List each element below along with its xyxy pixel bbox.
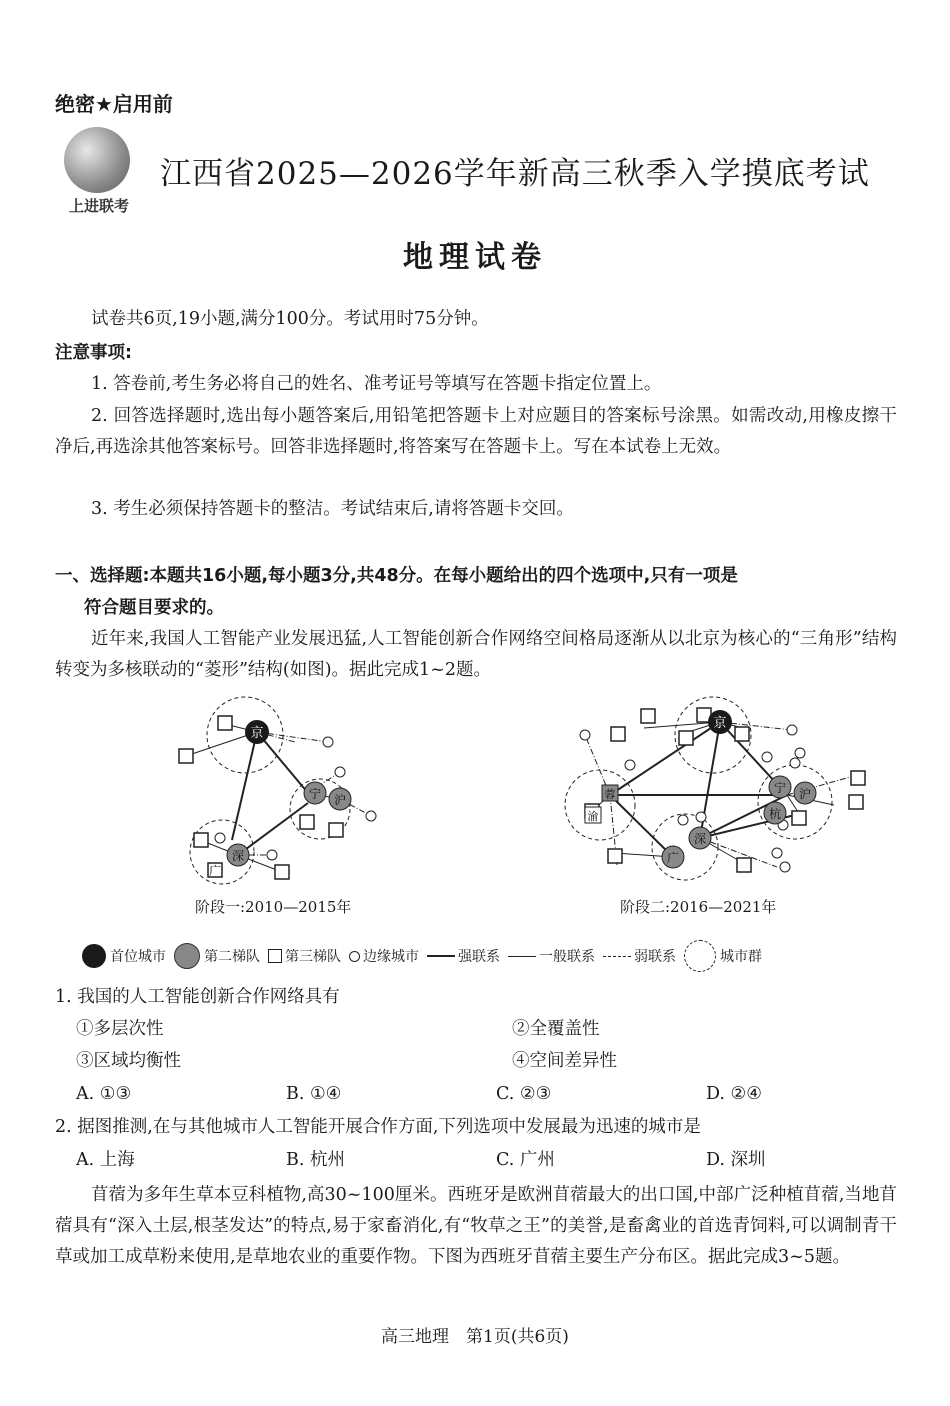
page-footer: 高三地理 第1页(共6页) bbox=[381, 1327, 569, 1347]
logo-text: 上进联考 bbox=[68, 197, 129, 215]
q1-option-b[interactable]: B. ①④ bbox=[286, 1084, 342, 1104]
q1-stem: 1. 我国的人工智能创新合作网络具有 bbox=[55, 987, 340, 1007]
city-label-shanghai: 沪 bbox=[798, 787, 812, 801]
exam-logo bbox=[60, 125, 138, 220]
city-group-icon bbox=[684, 940, 716, 972]
city-label-shenzhen: 深 bbox=[231, 849, 245, 863]
weak-link-icon bbox=[603, 956, 631, 957]
edge-city-icon bbox=[349, 951, 360, 962]
city-label-hangzhou: 杭 bbox=[768, 807, 782, 821]
q1-item-4: ④空间差异性 bbox=[512, 1051, 617, 1071]
city-label-beijing: 京 bbox=[713, 716, 727, 731]
primary-city-icon bbox=[82, 944, 106, 968]
note-item-3: 3. 考生必须保持答题卡的整洁。考试结束后,请将答题卡交回。 bbox=[91, 499, 574, 519]
passage-1: 近年来,我国人工智能产业发展迅猛,人工智能创新合作网络空间格局逐渐从以北京为核心的“三角形”结构转变为多核联动的“菱形”结构(如图)。据此完成1~2题。 bbox=[55, 629, 897, 680]
legend-weak: 弱联系 bbox=[634, 949, 676, 965]
q1-option-c[interactable]: C. ②③ bbox=[496, 1084, 552, 1104]
legend-primary: 首位城市 bbox=[110, 949, 166, 965]
city-label-guangzhou: 广 bbox=[666, 851, 680, 865]
note-item-1: 1. 答卷前,考生务必将自己的姓名、准考证号等填写在答题卡指定位置上。 bbox=[91, 374, 662, 394]
city-label-shanghai: 沪 bbox=[333, 793, 347, 807]
legend-strong: 强联系 bbox=[458, 949, 500, 965]
strong-link-icon bbox=[427, 955, 455, 957]
legend-edge: 边缘城市 bbox=[363, 949, 419, 965]
stage1-caption: 阶段一:2010—2015年 bbox=[195, 898, 352, 916]
logo-emblem-icon bbox=[64, 127, 130, 193]
legend-normal: 一般联系 bbox=[539, 949, 595, 965]
q2-option-a[interactable]: A. 上海 bbox=[76, 1150, 135, 1170]
note-item-2: 2. 回答选择题时,选出每小题答案后,用铅笔把答题卡上对应题目的答案标号涂黑。如需改动,用橡皮擦干净后,再选涂其他答案标号。回答非选择题时,将答案写在答题卡上。写在本试卷上无效。 bbox=[55, 406, 897, 457]
legend-second: 第二梯队 bbox=[204, 949, 260, 965]
paper-subtitle: 地理试卷 bbox=[403, 240, 547, 275]
legend-group: 城市群 bbox=[720, 949, 762, 965]
normal-link-icon bbox=[508, 956, 536, 957]
q1-item-1: ①多层次性 bbox=[76, 1019, 164, 1039]
notes-heading: 注意事项: bbox=[55, 343, 132, 363]
city-label-nanjing: 宁 bbox=[308, 787, 322, 801]
stage2-network-diagram bbox=[555, 695, 885, 895]
second-tier-icon bbox=[174, 943, 200, 969]
city-group-circle bbox=[565, 770, 635, 840]
city-label-chongqing: 渝 bbox=[587, 810, 599, 823]
q1-item-2: ②全覆盖性 bbox=[512, 1019, 600, 1039]
q2-options bbox=[76, 1145, 916, 1176]
city-label-shenzhen: 深 bbox=[693, 832, 707, 846]
q2-option-d[interactable]: D. 深圳 bbox=[706, 1150, 766, 1170]
q2-option-c[interactable]: C. 广州 bbox=[496, 1150, 555, 1170]
stage2-caption: 阶段二:2016—2021年 bbox=[620, 898, 777, 916]
exam-title: 江西省2025—2026学年新高三秋季入学摸底考试 bbox=[160, 156, 870, 192]
passage-2: 苜蓿为多年生草本豆科植物,高30~100厘米。西班牙是欧洲苜蓿最大的出口国,中部广泛种植苜蓿,当地苜蓿具有“深入土层,根茎发达”的特点,易于家畜消化,有“牧草之王”的美誉,是畜禽业的首选青饲料,可以调制青干草或加工成草粉来使用,是草地农业的重要作物。下图为西班牙苜蓿主要生产分布区。据此完成3~5题。 bbox=[55, 1185, 897, 1267]
q2-option-b[interactable]: B. 杭州 bbox=[286, 1150, 345, 1170]
stage1-network-diagram bbox=[170, 695, 410, 895]
city-label-chengdu: 蓉 bbox=[604, 788, 616, 801]
q1-options bbox=[76, 1079, 916, 1110]
city-label-beijing: 京 bbox=[250, 726, 264, 741]
q1-item-3: ③区域均衡性 bbox=[76, 1051, 181, 1071]
city-label-nanjing: 宁 bbox=[773, 781, 787, 795]
third-tier-icon bbox=[268, 949, 282, 963]
figure-legend bbox=[82, 940, 882, 972]
legend-third: 第三梯队 bbox=[285, 949, 341, 965]
section1-heading-cont: 符合题目要求的。 bbox=[84, 598, 224, 618]
exam-intro: 试卷共6页,19小题,满分100分。考试用时75分钟。 bbox=[91, 309, 489, 329]
q1-option-a[interactable]: A. ①③ bbox=[76, 1084, 132, 1104]
city-label-guangzhou: 广 bbox=[208, 864, 222, 878]
confidential-mark: 绝密★启用前 bbox=[55, 92, 173, 116]
city-group-circle bbox=[207, 697, 283, 773]
q2-stem: 2. 据图推测,在与其他城市人工智能开展合作方面,下列选项中发展最为迅速的城市是 bbox=[55, 1117, 701, 1137]
section1-heading: 一、选择题:本题共16小题,每小题3分,共48分。在每小题给出的四个选项中,只有一项是 bbox=[55, 566, 738, 586]
q1-option-d[interactable]: D. ②④ bbox=[706, 1084, 762, 1104]
